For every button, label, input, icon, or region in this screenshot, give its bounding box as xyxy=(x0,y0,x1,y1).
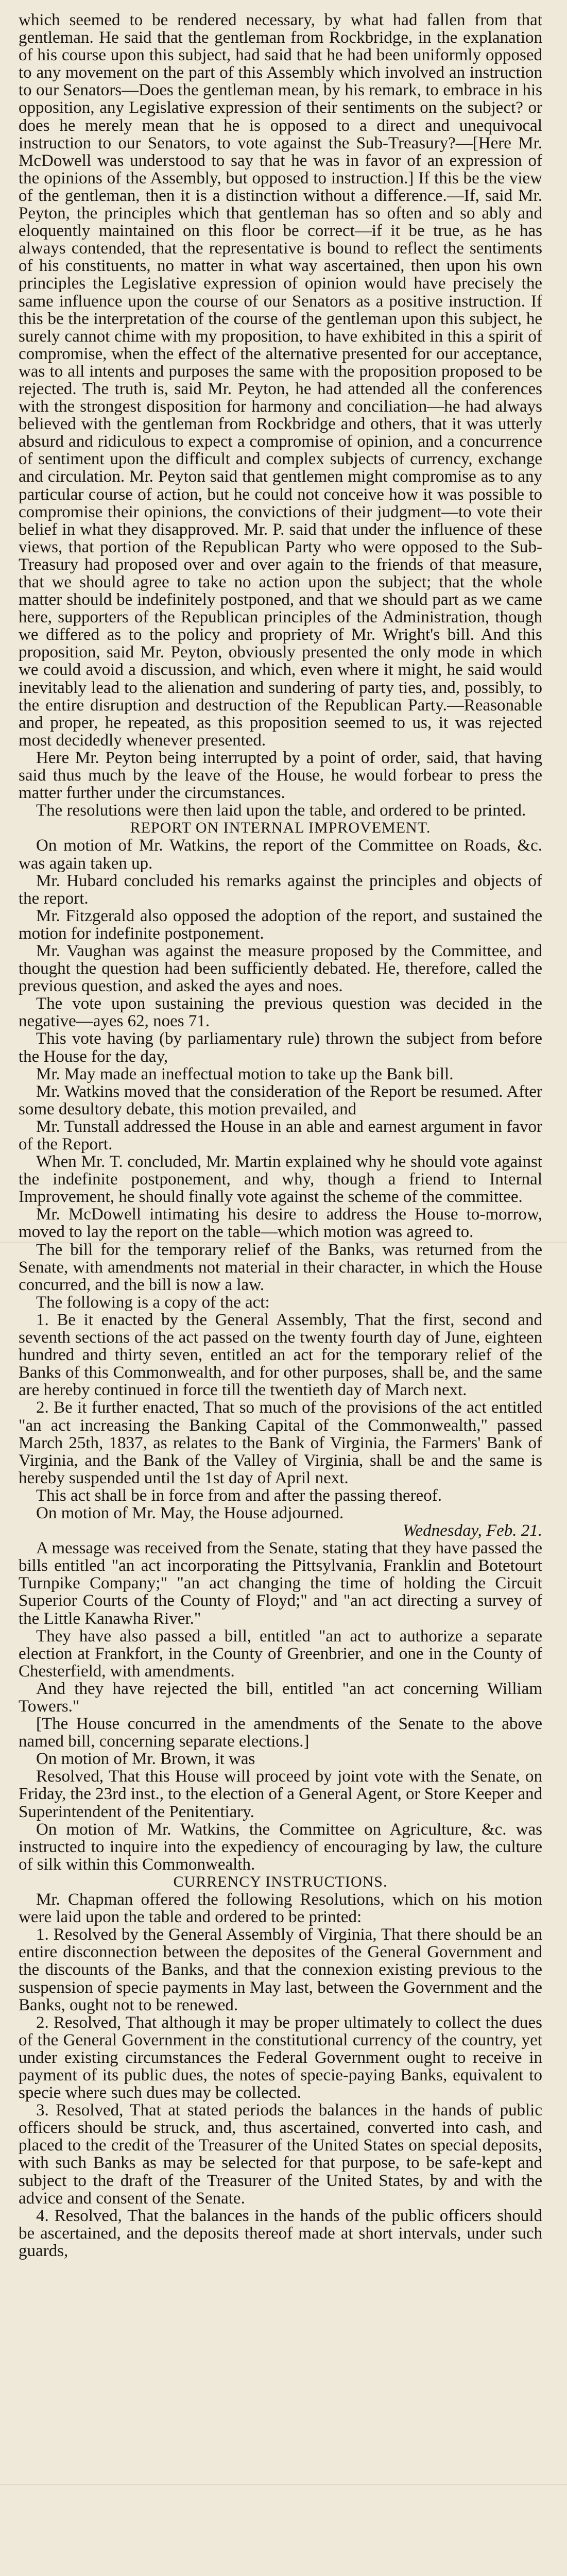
article-paragraph: On motion of Mr. Watkins, the report of the Committee on Roads, &c. was again taken up. xyxy=(19,836,542,873)
section-heading: REPORT ON INTERNAL IMPROVEMENT. xyxy=(130,819,431,837)
article-paragraph: Mr. May made an ineffectual motion to take up the Bank bill. xyxy=(36,1064,454,1083)
article-paragraph: Resolved, That this House will proceed by joint vote with the Senate, on Friday, the 23rd inst., to the election of a General Agent, or Store Keeper and Superintendent of the Penitentiary. xyxy=(19,1767,542,1821)
article-paragraph: Mr. Watkins moved that the consideration of the Report be resumed. After some desultory debate, this motion prevailed, and xyxy=(19,1082,542,1118)
article-paragraph: Mr. Tunstall addressed the House in an able and earnest argument in favor of the Report. xyxy=(19,1117,542,1154)
article-paragraph: 3. Resolved, That at stated periods the balances in the hands of public officers should be struck, and, thus ascertained, converted into cash, and placed to the credit of the Treasurer of the United States on special deposits, with such Banks as may be selected for that purpose, to be safe-kept and subject to the draft of the Treasurer of the United States, by and with the advice and consent of the Senate. xyxy=(19,2101,542,2208)
article-paragraph: They have also passed a bill, entitled "an act to authorize a separate election at Frankfort, in the County of Greenbrier, and one in the County of Chesterfield, with amendments. xyxy=(19,1626,542,1681)
article-paragraph: 2. Resolved, That although it may be proper ultimately to collect the dues of the General Government in the constitutional currency of the country, yet under existing circumstances the Federal Government ought to receive in payment of its public dues, the notes of specie-paying Banks, equivalent to specie where such dues may be collected. xyxy=(19,2013,542,2103)
article-paragraph: The bill for the temporary relief of the Banks, was returned from the Senate, with amendments not material in their character, in which the House concurred, and the bill is now a law. xyxy=(19,1240,542,1294)
article-paragraph: The following is a copy of the act: xyxy=(36,1293,270,1312)
article-paragraph: When Mr. T. concluded, Mr. Martin explained why he should vote against the indefinite postponement, and why, though a friend to Internal Improvement, he should finally vote against the scheme of the committee. xyxy=(19,1153,542,1207)
article-paragraph: Mr. McDowell intimating his desire to address the House to-morrow, moved to lay the report on the table—which motion was agreed to. xyxy=(19,1205,542,1242)
paper-fold-line xyxy=(0,1242,567,1243)
article-paragraph: Mr. Vaughan was against the measure proposed by the Committee, and thought the question had been sufficiently debated. He, therefore, called the previous question, and asked the ayes and noes. xyxy=(19,941,542,996)
article-paragraph: The vote upon sustaining the previous question was decided in the negative—ayes 62, noes 71. xyxy=(19,994,542,1031)
paper-fold-line xyxy=(0,2484,567,2485)
section-heading: CURRENCY INSTRUCTIONS. xyxy=(173,1873,388,1890)
article-paragraph: 4. Resolved, That the balances in the hands of the public officers should be ascertained, and the deposits thereof made at short intervals, under such guards, xyxy=(19,2206,542,2260)
article-paragraph: And they have rejected the bill, entitled "an act concerning William Towers." xyxy=(19,1679,542,1716)
article-paragraph: Mr. Hubard concluded his remarks against the principles and objects of the report. xyxy=(19,871,542,908)
article-paragraph: 1. Resolved by the General Assembly of Virginia, That there should be an entire disconnection between the deposites of the General Government and the discounts of the Banks, and that the connexion existing previous to the suspension of specie payments in May last, between the Government and the Banks, ought not to be renewed. xyxy=(19,1925,542,2014)
article-paragraph: [The House concurred in the amendments of the Senate to the above named bill, concerning separate elections.] xyxy=(19,1715,542,1751)
article-paragraph: The resolutions were then laid upon the table, and ordered to be printed. xyxy=(36,801,526,820)
article-paragraph: Mr. Chapman offered the following Resolutions, which on his motion were laid upon the table and ordered to be printed: xyxy=(19,1890,542,1927)
dateline: Wednesday, Feb. 21. xyxy=(403,1521,542,1540)
article-paragraph: A message was received from the Senate, stating that they have passed the bills entitled "an act incorporating the Pittsylvania, Franklin and Botetourt Turnpike Company;" "an act changing the time of holding the Circuit Superior Courts of the County of Floyd;" and "an act directing a survey of the Little Kanawha River." xyxy=(19,1539,542,1628)
article-paragraph: On motion of Mr. Brown, it was xyxy=(36,1750,255,1769)
opening-paragraph: which seemed to be rendered necessary, by what had fallen from that gentleman. He said that the gentleman from Rockbridge, in the explanation of his course upon this subject, had said that he had been uniformly opposed to any movement on the part of this Assembly which involved an instruction to our Senators—Does the gentleman mean, by his remark, to embrace in his opposition, any Legislative expression of their sentiments on the subject? or does he merely mean that he is opposed to a direct and unequivocal instruction to our Senators, to vote against the Sub-Treasury?—[Here Mr. McDowell was understood to say that he was in favor of an expression of the opinions of the Assembly, but opposed to instruction.] If this be the view of the gentleman, then it is a distinction without a difference.—If, said Mr. Peyton, the principles which that gentleman has so often and so ably and eloquently maintained on this floor be correct—if it be true, as he has always contended, that the representative is bound to reflect the sentiments of his constituents, no matter in what way ascertained, then upon his own principles the Legislative expression of opinion would have precisely the same influence upon the course of our Senators as a positive instruction. If this be the interpretation of the course of the gentleman upon this subject, he surely cannot chime with my proposition, to have exhibited in this a spirit of compromise, when the effect of the alternative presented for our acceptance, was to all intents and purposes the same with the proposition proposed to be rejected. The truth is, said Mr. Peyton, he had attended all the conferences with the strongest disposition for harmony and conciliation—he had always believed with the gentleman from Rockbridge and others, that it was utterly absurd and ridiculous to expect a compromise of opinion, and a concurrence of sentiment upon the difficult and complex subjects of currency, exchange and circulation. Mr. Peyton said that gentlemen might compromise as to any particular course of action, but he could not conceive how it was possible to compromise their opinions, the convictions of their judgment—to vote their belief in what they disapproved. Mr. P. said that under the influence of these views, that portion of the Republican Party who were opposed to the Sub-Treasury had proposed over and over again to the friends of that measure, that we should agree to take no action upon the subject; that the whole matter should be indefinitely postponed, and that we should part as we came here, supporters of the Republican principles of the Administration, though we differed as to the policy and propriety of Mr. Wright's bill. And this proposition, said Mr. Peyton, obviously presented the only mode in which we could avoid a discussion, and which, even where it might, he said would inevitably lead to the alienation and sundering of party ties, and, possibly, to the entire disruption and destruction of the Republican Party.—Reasonable and proper, he repeated, as this proposition seemed to us, it was rejected most decidedly whenever presented. xyxy=(19,11,542,750)
article-paragraph: Here Mr. Peyton being interrupted by a point of order, said, that having said thus much by the leave of the House, he would forbear to press the matter further under the circumstances. xyxy=(19,748,542,803)
article-paragraph: This act shall be in force from and after the passing thereof. xyxy=(36,1486,442,1505)
article-paragraph: 2. Be it further enacted, That so much of the provisions of the act entitled "an act increasing the Banking Capital of the Commonwealth," passed March 25th, 1837, as relates to the Bank of Virginia, the Farmers' Bank of Virginia, and the Bank of the Valley of Virginia, shall be and the same is hereby suspended until the 1st day of April next. xyxy=(19,1398,542,1487)
article-paragraph: On motion of Mr. Watkins, the Committee on Agriculture, &c. was instructed to inquire into the expediency of encouraging by law, the culture of silk within this Commonwealth. xyxy=(19,1820,542,1874)
article-paragraph: Mr. Fitzgerald also opposed the adoption of the report, and sustained the motion for indefinite postponement. xyxy=(19,906,542,943)
article-paragraph: 1. Be it enacted by the General Assembly, That the first, second and seventh sections of the act passed on the twenty fourth day of June, eighteen hundred and thirty seven, entitled an act for the temporary relief of the Banks of this Commonwealth, and for other purposes, shall be, and the same are hereby continued in force till the twentieth day of March next. xyxy=(19,1310,542,1400)
article-paragraph: On motion of Mr. May, the House adjourned. xyxy=(36,1503,344,1522)
article-paragraph: This vote having (by parliamentary rule) thrown the subject from before the House for the day, xyxy=(19,1029,542,1066)
